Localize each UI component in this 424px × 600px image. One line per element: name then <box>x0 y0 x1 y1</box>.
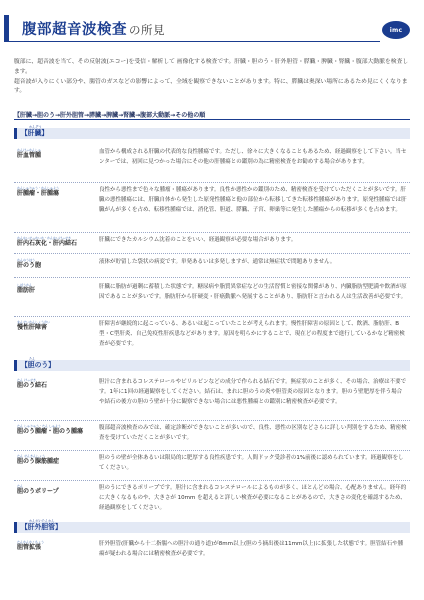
section-gallbladder-ruby: たん <box>29 357 36 361</box>
section-liver-title: 【肝臓】 <box>21 129 49 137</box>
finding-label <box>17 283 97 295</box>
finding-name: 肝のう胞 <box>17 262 42 269</box>
finding-ruby: しぼうかん <box>17 283 33 287</box>
row-divider <box>14 316 410 317</box>
finding-ruby: たんかんかくちょう <box>17 540 45 544</box>
row-divider <box>14 253 410 254</box>
finding-label <box>17 378 97 390</box>
finding-name: 胆のう腫瘤・胆のう腫瘍 <box>17 428 84 435</box>
finding-name: 胆のう結石 <box>17 382 48 389</box>
finding-ruby: たん しゅりゅう・たん しゅよう <box>17 424 61 428</box>
section-gallbladder-header <box>14 357 410 371</box>
finding-ruby: まんせいかんしょうがい <box>17 320 51 324</box>
finding-ruby: かんしゅりゅう・かんしゅよう <box>17 186 60 190</box>
row-divider <box>14 232 410 233</box>
finding-ruby: かんけっかんしゅ <box>17 148 42 152</box>
intro-paragraph-2: 超音波が入りにくい部分や、腸管のガスなどの影響によって、全域を観察できないことがあります。特に、膵臓は奥深い場所にあるため見にくくなります。 <box>14 78 408 95</box>
section-bile-duct-title: 【肝外胆管】 <box>21 523 62 531</box>
title-accent-bar <box>4 15 9 41</box>
finding-name: 肝腫瘤・肝腫瘍 <box>17 190 60 197</box>
finding-description: 肝障害が継続的に起こっている、あるいは起こっていたことが考えられます。慢性肝障害の原因として、飲酒、脂肪肝、B型・C型肝炎、自己免疫性肝疾患などがあります。原因を明らかにすることで、現在どの程度まで進行しているかなど精密検査が必要です。 <box>99 321 405 347</box>
finding-name: 慢性肝障害 <box>17 324 48 331</box>
page-header <box>0 0 424 44</box>
intro-paragraph-1: 腹部に、超音波を当て、その反射波(エコー)を受信・解析して 画像化する検査です。肝臓・胆のう・肝外胆管・膵臓・脾臓・腎臓・腹部大動脈を検査します。 <box>14 59 409 75</box>
section-gallbladder-title: 【胆のう】 <box>21 361 55 369</box>
page-title <box>22 18 165 39</box>
finding-description: 肝臓にできたカルシウム沈着のことをいい、経過観察が必要な場合があります。 <box>99 237 297 243</box>
title-divider <box>4 41 380 42</box>
finding-label <box>17 258 97 270</box>
exam-order: 【肝臓→胆のう→肝外胆管→膵臓→脾臓→腎臓→腹部大動脈→その他の順 <box>14 112 206 119</box>
finding-label <box>17 186 97 198</box>
finding-name: 胆のうポリープ <box>17 488 59 495</box>
finding-description: 肝外胆管(肝臓から十二指腸への胆汁の通り道)が8mm以上(胆のう摘出後は11mm以上)に拡張した状態です。胆管結石や腫瘍が疑われる場合には精密検査が必要です。 <box>99 541 404 557</box>
row-divider <box>14 182 410 183</box>
finding-ruby: かんのうほう <box>17 258 36 262</box>
finding-name: 胆管拡張 <box>17 544 42 551</box>
row-divider <box>14 480 410 481</box>
finding-name: 脂肪肝 <box>17 287 36 294</box>
finding-description: 胆のうにできるポリープです。胆汁に含まれるコレステロールによるものが多く、ほとんどの場合、心配ありません。経年的に大きくなるものや、大きさが 10mm を超えると詳しい検査が必要になることがあるので、大きさの変化を確認するため、経過観察をしてください。 <box>99 485 407 511</box>
finding-name: 肝血管腫 <box>17 152 42 159</box>
finding-name: 胆のう腺筋腫症 <box>17 458 60 465</box>
finding-description: 液体が貯留した袋状の病変です。単発あるいは多発しますが、通常は無症状で問題ありません。 <box>99 259 336 265</box>
finding-name: 肝内石灰化・肝内結石 <box>17 240 78 247</box>
finding-label <box>17 320 97 332</box>
finding-label <box>17 484 97 496</box>
intro-text <box>14 58 410 97</box>
finding-description: 良性から悪性まで色々な腫瘤・腫瘍があります。良性か悪性かの鑑別のため、精密検査を受けていただくことが多いです。肝臓の悪性腫瘍には、肝臓自体から発生した原発性腫瘍と他の部位から転移してきた転移性腫瘍があります。原発性腫瘍では肝臓がんが多くを占め、転移性腫瘍では、消化管、胆道、膵臓、子宮、卵巣等に発生した腫瘍からの転移が多くを占めます。 <box>99 187 407 213</box>
page-title-main: 腹部超音波検査 <box>22 22 127 38</box>
section-liver-ruby: かんぞう <box>29 125 42 129</box>
finding-description: 血管から構成される肝臓の代表的な良性腫瘍です。ただし、徐々に大きくなることもあるため、経過観察をして下さい。当センターでは、初回に見つかった場合にその他の肝腫瘍との鑑別の為に精密検査をお勧めする場合があります。 <box>99 149 407 165</box>
finding-description: 肝臓に脂肪が過剰に蓄積した状態です。糖尿病や脂質異常症などの生活習慣と密接な関係があり、内臓脂肪型肥満や飲酒が原因であることが多いです。脂肪肝から肝硬変・肝癌動脈へ発展することがあり、脂肪肝と言われる人は生活改善が必要です。 <box>99 284 407 300</box>
finding-label <box>17 148 97 160</box>
row-divider <box>14 450 410 451</box>
finding-description: 胆のうの壁が全体あるいは限局的に肥厚する良性疾患です。人間ドック受診者の1%前後に認められています。経過観察をしてください。 <box>99 455 404 471</box>
finding-ruby: たん <box>17 484 24 488</box>
finding-label <box>17 236 97 248</box>
section-liver-header <box>14 125 410 139</box>
page-title-suffix: の所見 <box>129 23 165 37</box>
finding-label <box>17 424 97 436</box>
section-bile-duct-ruby: かんがいたんかん <box>29 519 55 523</box>
finding-label <box>17 454 97 466</box>
finding-label <box>17 540 97 552</box>
section-bile-duct-header <box>14 519 410 533</box>
finding-description: 腹部超音波検査のみでは、確定診断ができないことが多いので、良性、悪性の区別などさらに詳しい判別をするため、精密検査を受けていただくことが多いです。 <box>99 425 407 441</box>
exam-order-divider <box>14 119 410 120</box>
finding-ruby: たん けっせき <box>17 378 36 382</box>
finding-ruby: たん せんきんしょう <box>17 454 45 458</box>
row-divider <box>14 277 410 278</box>
row-divider <box>14 420 410 421</box>
imc-logo: imc <box>382 21 410 39</box>
finding-ruby: かんないせっかいか・かんないけっせき <box>17 236 71 240</box>
finding-description: 胆汁に含まれるコレステロールやビリルビンなどの成分で作られる結石です。無症状のことが多く、その場合、治療は不要です。1年に1回の経過観察をしてください。結石は、まれに胆のうの炎や胆管炎の原因となります。胆のう壁肥厚を伴う場合や結石の後方の胆のう壁が十分に観察できない場合には悪性腫瘍との鑑別に精密検査が必要です。 <box>99 379 407 405</box>
